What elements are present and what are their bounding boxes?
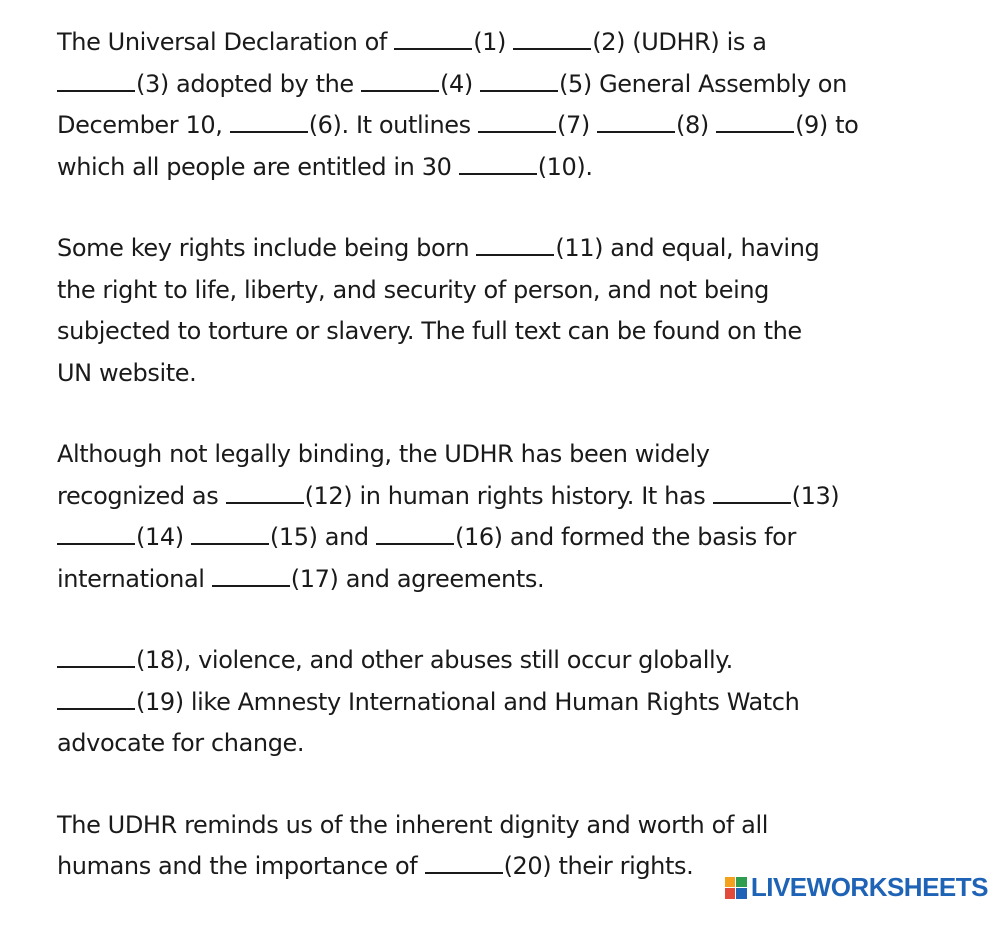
paragraph-2 [57,228,977,394]
liveworksheets-brand[interactable] [725,872,988,903]
text-line [57,682,977,724]
text-line [57,270,977,312]
text-segment: (11) and equal, having [555,234,820,262]
text-segment: humans and the importance of [57,852,425,880]
text-segment: (7) [557,111,598,139]
logo-square [725,888,736,899]
text-line [57,805,977,847]
text-segment: (17) and agreements. [290,564,545,593]
text-segment: the right to life, liberty, and security of person, and not being [57,275,769,304]
logo-square [736,888,747,899]
answer-blank-17[interactable] [212,563,290,587]
text-segment: recognized as [57,481,226,510]
answer-blank-16[interactable] [376,521,454,545]
paragraph-1 [57,22,977,188]
text-segment: (2) (UDHR) is a [592,28,767,56]
answer-blank-19[interactable] [57,686,135,710]
text-segment: (13) [791,481,840,510]
text-segment: subjected to torture or slavery. The full text can be found on the [57,317,802,345]
paragraph-4 [57,640,977,765]
answer-blank-14[interactable] [57,521,135,545]
text-segment: December 10, [57,111,230,139]
text-line [57,311,977,353]
text-line [57,22,977,64]
logo-square [736,877,747,888]
answer-blank-15[interactable] [191,521,269,545]
answer-blank-9[interactable] [716,109,794,133]
answer-blank-10[interactable] [459,151,537,175]
text-line [57,723,977,765]
text-line [57,147,977,189]
answer-blank-13[interactable] [713,480,791,504]
answer-blank-20[interactable] [425,850,503,874]
text-segment: (15) and [269,523,376,551]
text-segment: (5) General Assembly on [559,69,847,98]
logo-square [725,877,736,888]
text-segment: (16) and formed the basis for [454,523,796,551]
text-segment: (20) their rights. [503,852,694,880]
text-segment: Although not legally binding, the UDHR has been widely [57,440,710,468]
text-segment: (9) to [795,111,859,139]
text-segment: (3) adopted by the [136,69,362,98]
text-segment: (6). It outlines [308,111,479,139]
text-segment: The Universal Declaration of [57,28,395,56]
text-segment: The UDHR reminds us of the inherent dignity and worth of all [57,810,769,839]
text-line [57,559,977,601]
text-segment: (1) [473,28,514,56]
text-segment: (8) [676,111,717,139]
text-segment: which all people are entitled in 30 [57,152,459,181]
answer-blank-4[interactable] [361,68,439,92]
answer-blank-5[interactable] [480,68,558,92]
text-segment: Some key rights include being born [57,234,477,262]
text-line [57,517,977,559]
worksheet-body [57,22,977,928]
text-segment: international [57,564,212,593]
answer-blank-11[interactable] [476,232,554,256]
text-segment: (12) in human rights history. It has [304,481,713,510]
text-line [57,353,977,395]
answer-blank-6[interactable] [230,109,308,133]
liveworksheets-logo-icon [725,877,747,899]
answer-blank-2[interactable] [513,26,591,50]
text-segment: (19) like Amnesty International and Human Rights Watch [136,687,800,716]
answer-blank-18[interactable] [57,644,135,668]
text-line [57,640,977,682]
text-segment: (18), violence, and other abuses still occur globally. [136,646,733,674]
answer-blank-3[interactable] [57,68,135,92]
text-segment: advocate for change. [57,729,305,757]
text-segment: (10). [537,152,593,181]
text-line [57,105,977,147]
answer-blank-12[interactable] [226,480,304,504]
paragraph-3 [57,434,977,600]
answer-blank-1[interactable] [394,26,472,50]
text-line [57,228,977,270]
text-line [57,64,977,106]
text-segment: (4) [440,69,481,98]
text-segment: (14) [136,523,191,551]
text-line [57,434,977,476]
text-line [57,476,977,518]
answer-blank-8[interactable] [597,109,675,133]
text-segment: UN website. [57,358,197,387]
brand-text: LIVEWORKSHEETS [750,872,988,902]
answer-blank-7[interactable] [478,109,556,133]
